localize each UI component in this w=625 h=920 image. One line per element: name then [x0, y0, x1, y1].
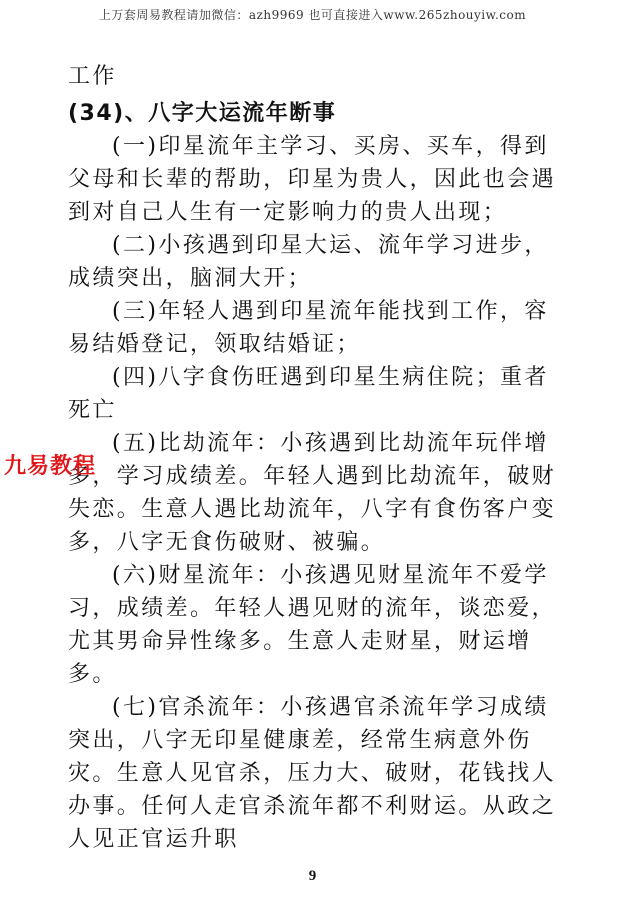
header-notice: 上万套周易教程请加微信：azh9969 也可直接进入www.265zhouyiw.com: [98, 8, 527, 22]
page-number: 9: [308, 868, 317, 884]
paragraph-food-injury: (四)八字食伤旺遇到印星生病住院；重者死亡: [68, 365, 549, 423]
continuation-text: 工作: [68, 64, 117, 89]
document-body: [68, 60, 568, 856]
paragraph-yin-star: (一)印星流年主学习、买房、买车，得到父母和长辈的帮助，印星为贵人，因此也会遇到对自己人生有一定影响力的贵人出现；: [68, 134, 557, 225]
paragraph-bijie: (五)比劫流年：小孩遇到比劫流年玩伴增多，学习成绩差。年轻人遇到比劫流年，破财失恋。生意人遇比劫流年，八字有食伤客户变多，八字无食伤破财、被骗。: [68, 431, 557, 555]
section-heading: (34)、八字大运流年断事: [68, 101, 337, 126]
paragraph-wealth-star: (六)财星流年：小孩遇见财星流年不爱学习，成绩差。年轻人遇见财的流年，谈恋爱，尤其男命异性缘多。生意人走财星，财运增多。: [68, 563, 557, 687]
paragraph-guansha: (七)官杀流年：小孩遇官杀流年学习成绩突出，八字无印星健康差，经常生病意外伤灾。生意人见官杀，压力大、破财，花钱找人办事。任何人走官杀流年都不利财运。从政之人见正官运升职: [68, 695, 557, 852]
watermark-logo: 九易教程: [4, 454, 97, 479]
paragraph-youth-yin: (三)年轻人遇到印星流年能找到工作，容易结婚登记，领取结婚证；: [68, 299, 549, 357]
paragraph-child-yin: (二)小孩遇到印星大运、流年学习进步，成绩突出，脑洞大开；: [68, 233, 549, 291]
